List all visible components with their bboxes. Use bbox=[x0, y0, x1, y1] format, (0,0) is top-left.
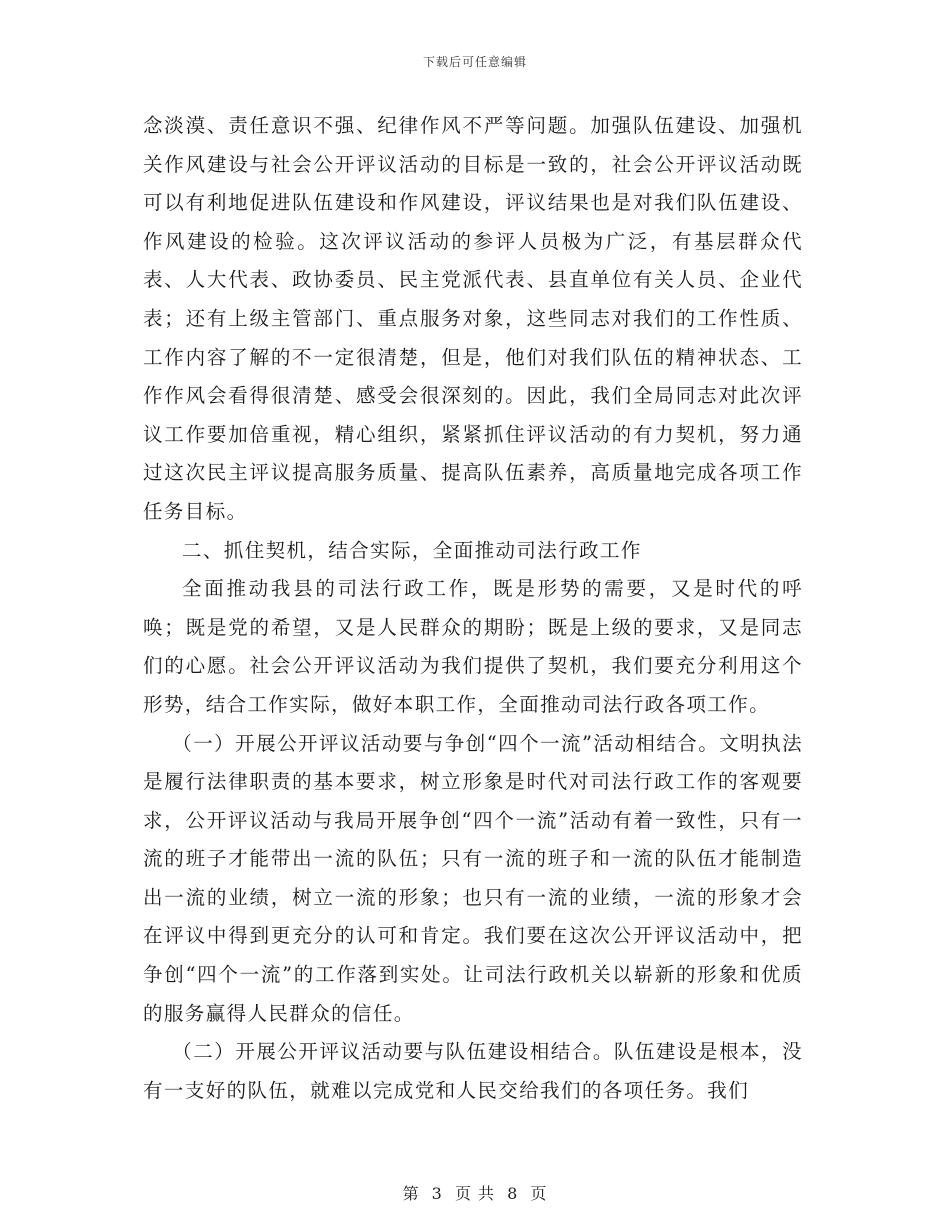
paragraph: 全面推动我县的司法行政工作，既是形势的需要，又是时代的呼唤；既是党的希望，又是人民群众的期盼；既是上级的要求，又是同志们的心愿。社会公开评议活动为我们提供了契机，我们要充分利用这个形势，结合工作实际，做好本职工作，全面推动司法行政各项工作。 bbox=[143, 577, 803, 716]
page-header: 下载后可任意编辑 bbox=[422, 55, 527, 69]
paragraph-item-1: （一）开展公开评议活动要与争创“四个一流”活动相结合。文明执法是履行法律职责的基本要求，树立形象是时代对司法行政工作的客观要求，公开评议活动与我局开展争创“四个一流”活动有着一致性，只有一流的班子才能带出一流的队伍；只有一流的班子和一流的队伍才能制造出一流的业绩，树立一流的形象；也只有一流的业绩，一流的形象才会在评议中得到更充分的认可和肯定。我们要在这次公开评议活动中，把争创“四个一流”的工作落到实处。让司法行政机关以崭新的形象和优质的服务赢得人民群众的信任。 bbox=[143, 731, 803, 1025]
page-label-middle: 页 共 bbox=[454, 1184, 496, 1203]
document-body bbox=[143, 107, 803, 1110]
page-label-prefix: 第 bbox=[402, 1184, 420, 1203]
page-total: 8 bbox=[507, 1184, 519, 1203]
page-label-suffix: 页 bbox=[530, 1184, 548, 1203]
paragraph-item-2: （二）开展公开评议活动要与队伍建设相结合。队伍建设是根本，没有一支好的队伍，就难以完成党和人民交给我们的各项任务。我们 bbox=[143, 1040, 803, 1102]
page-footer bbox=[0, 1181, 950, 1204]
section-heading: 二、抓住契机，结合实际，全面推动司法行政工作 bbox=[182, 538, 642, 562]
page-number: 3 bbox=[431, 1184, 443, 1203]
paragraph-continued: 念淡漠、责任意识不强、纪律作风不严等问题。加强队伍建设、加强机关作风建设与社会公开评议活动的目标是一致的，社会公开评议活动既可以有利地促进队伍建设和作风建设，评议结果也是对我们队伍建设、作风建设的检验。这次评议活动的参评人员极为广泛，有基层群众代表、人大代表、政协委员、民主党派代表、县直单位有关人员、企业代表；还有上级主管部门、重点服务对象，这些同志对我们的工作性质、工作内容了解的不一定很清楚，但是，他们对我们队伍的精神状态、工作作风会看得很清楚、感受会很深刻的。因此，我们全局同志对此次评议工作要加倍重视，精心组织，紧紧抓住评议活动的有力契机，努力通过这次民主评议提高服务质量、提高队伍素养，高质量地完成各项工作任务目标。 bbox=[143, 114, 803, 523]
